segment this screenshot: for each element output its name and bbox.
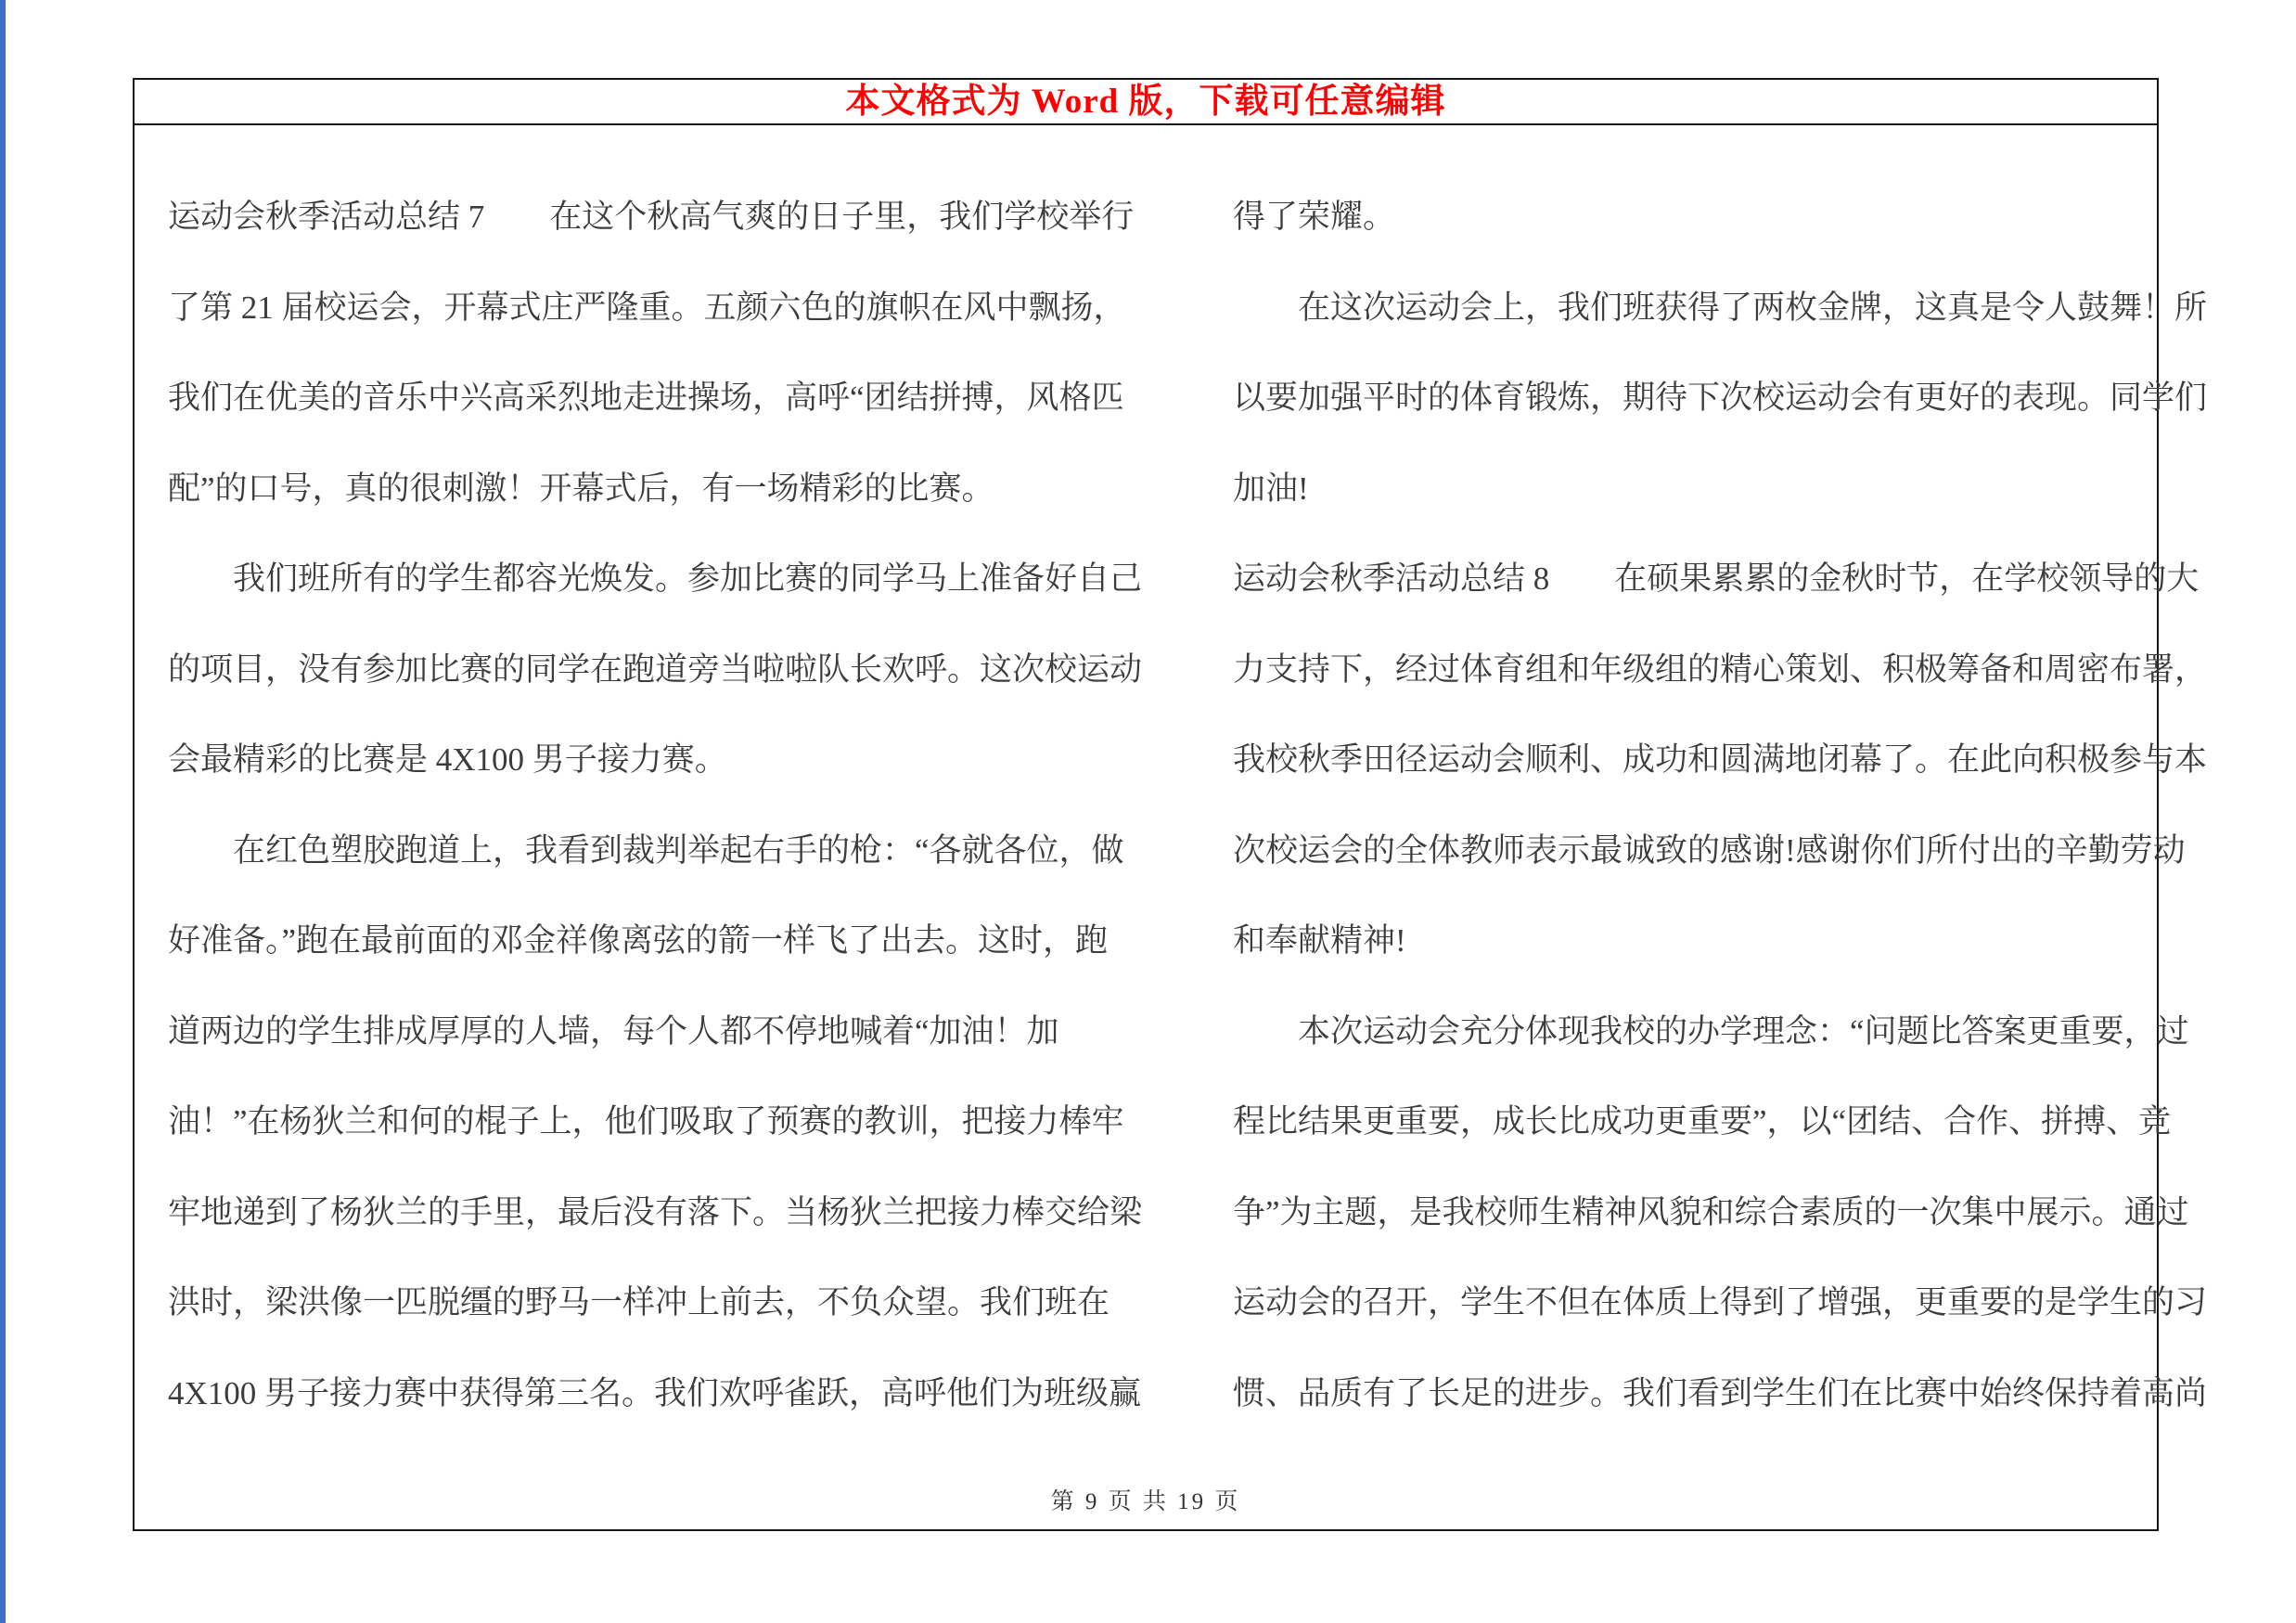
text-line: 和奉献精神! <box>1233 922 1406 959</box>
right-text-column <box>1233 197 2207 1463</box>
text-line: 在红色塑胶跑道上，我看到裁判举起右手的枪：“各就各位，做 <box>168 831 1124 869</box>
text-line: 争”为主题，是我校师生精神风貌和综合素质的一次集中展示。通过 <box>1233 1193 2189 1230</box>
text-line: 运动会秋季活动总结 7 在这个秋高气爽的日子里，我们学校举行 <box>168 199 1135 235</box>
page-footer <box>135 1483 2157 1516</box>
left-text-column <box>168 197 1142 1463</box>
text-line: 次校运会的全体教师表示最诚致的感谢!感谢你们所付出的辛勤劳动 <box>1233 831 2186 869</box>
text-line: 好准备。”跑在最前面的邓金祥像离弦的箭一样飞了出去。这时，跑 <box>168 922 1109 959</box>
text-line: 在这次运动会上，我们班获得了两枚金牌，这真是令人鼓舞！所 <box>1233 289 2208 326</box>
text-line: 以要加强平时的体育锻炼，期待下次校运动会有更好的表现。同学们 <box>1233 380 2208 416</box>
page-number-text: 第 9 页 共 19 页 <box>1050 1489 1241 1514</box>
document-page <box>133 78 2208 1531</box>
text-line: 运动会秋季活动总结 8 在硕果累累的金秋时节，在学校领导的大 <box>1233 560 2200 597</box>
text-line: 我们在优美的音乐中兴高采烈地走进操场，高呼“团结拼搏，风格匹 <box>168 380 1124 416</box>
text-line: 了第 21 届校运会，开幕式庄严隆重。五颜六色的旗帜在风中飘扬， <box>168 289 1126 326</box>
format-notice-text: 本文格式为 Word 版，下载可任意编辑 <box>845 83 1446 121</box>
text-line: 惯、品质有了长足的进步。我们看到学生们在比赛中始终保持着高尚 <box>1233 1374 2208 1411</box>
text-line: 运动会的召开，学生不但在体质上得到了增强，更重要的是学生的习 <box>1233 1284 2208 1320</box>
text-line: 配”的口号，真的很刺激！开幕式后，有一场精彩的比赛。 <box>168 470 994 507</box>
text-line: 的项目，没有参加比赛的同学在跑道旁当啦啦队长欢呼。这次校运动 <box>168 650 1143 688</box>
text-line: 得了荣耀。 <box>1233 199 1396 235</box>
text-line: 程比结果更重要，成长比成功更重要”，以“团结、合作、拼搏、竞 <box>1233 1103 2172 1140</box>
text-line: 道两边的学生排成厚厚的人墙，每个人都不停地喊着“加油！加 <box>168 1012 1059 1050</box>
format-notice-banner <box>135 80 2157 125</box>
text-line: 力支持下，经过体育组和年级组的精心策划、积极筹备和周密布署， <box>1233 650 2208 688</box>
text-line: 牢地递到了杨狄兰的手里，最后没有落下。当杨狄兰把接力棒交给梁 <box>168 1193 1143 1230</box>
text-line: 4X100 男子接力赛中获得第三名。我们欢呼雀跃，高呼他们为班级赢 <box>168 1374 1142 1411</box>
text-line: 加油! <box>1233 470 1309 507</box>
text-line: 洪时，梁洪像一匹脱缰的野马一样冲上前去，不负众望。我们班在 <box>168 1284 1110 1320</box>
text-line: 油！”在杨狄兰和何的棍子上，他们吸取了预赛的教训，把接力棒牢 <box>168 1103 1124 1140</box>
text-line: 我们班所有的学生都容光焕发。参加比赛的同学马上准备好自己 <box>168 560 1143 597</box>
left-edge-accent-bar <box>0 0 6 1623</box>
text-line: 会最精彩的比赛是 4X100 男子接力赛。 <box>168 741 727 778</box>
text-line: 本次运动会充分体现我校的办学理念：“问题比答案更重要，过 <box>1233 1012 2189 1050</box>
text-line: 我校秋季田径运动会顺利、成功和圆满地闭幕了。在此向积极参与本 <box>1233 741 2208 778</box>
